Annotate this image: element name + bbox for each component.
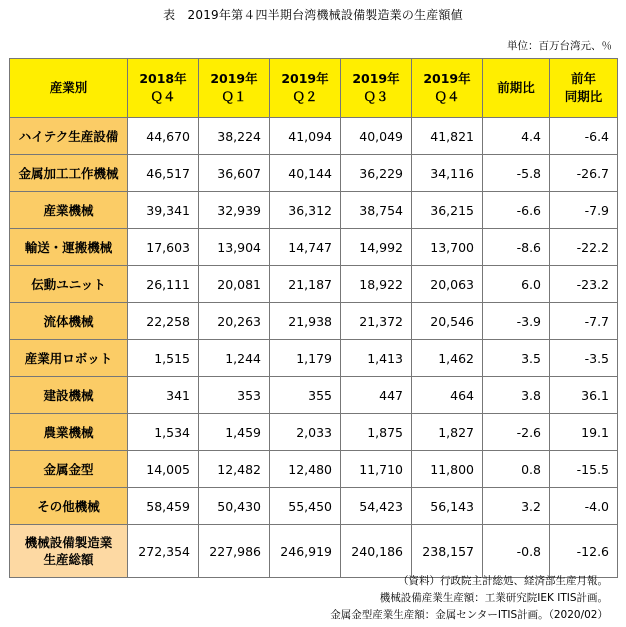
value-cell: -7.9 xyxy=(550,192,618,229)
value-cell: 14,747 xyxy=(270,229,341,266)
header-cell: 2018年 Ｑ４ xyxy=(128,59,199,118)
unit-note: 単位：百万台湾元、％ xyxy=(507,40,612,52)
value-cell: 34,116 xyxy=(412,155,483,192)
value-cell: 3.8 xyxy=(483,377,550,414)
value-cell: 1,179 xyxy=(270,340,341,377)
header-cell: 前期比 xyxy=(483,59,550,118)
value-cell: -3.9 xyxy=(483,303,550,340)
value-cell: 355 xyxy=(270,377,341,414)
note-line: （資料）行政院主計総処、経済部生産月報。 xyxy=(398,575,608,587)
value-cell: 14,992 xyxy=(341,229,412,266)
value-cell: 14,005 xyxy=(128,451,199,488)
value-cell: 41,094 xyxy=(270,118,341,155)
value-cell: -7.7 xyxy=(550,303,618,340)
value-cell: 46,517 xyxy=(128,155,199,192)
value-cell: 11,710 xyxy=(341,451,412,488)
header-cell: 2019年 Ｑ２ xyxy=(270,59,341,118)
value-cell: 227,986 xyxy=(199,525,270,578)
header-cell: 前年 同期比 xyxy=(550,59,618,118)
value-cell: 22,258 xyxy=(128,303,199,340)
value-cell: -8.6 xyxy=(483,229,550,266)
value-cell: 353 xyxy=(199,377,270,414)
value-cell: -15.5 xyxy=(550,451,618,488)
header-category: 産業別 xyxy=(10,59,128,118)
header-cell: 2019年 Ｑ１ xyxy=(199,59,270,118)
value-cell: 3.2 xyxy=(483,488,550,525)
table-row xyxy=(10,266,618,303)
value-cell: -6.6 xyxy=(483,192,550,229)
value-cell: 11,800 xyxy=(412,451,483,488)
value-cell: 0.8 xyxy=(483,451,550,488)
row-label: 農業機械 xyxy=(10,414,128,451)
value-cell: 240,186 xyxy=(341,525,412,578)
value-cell: 44,670 xyxy=(128,118,199,155)
value-cell: 6.0 xyxy=(483,266,550,303)
value-cell: 56,143 xyxy=(412,488,483,525)
table-row xyxy=(10,118,618,155)
value-cell: 272,354 xyxy=(128,525,199,578)
value-cell: -23.2 xyxy=(550,266,618,303)
table-row xyxy=(10,451,618,488)
value-cell: -0.8 xyxy=(483,525,550,578)
value-cell: -22.2 xyxy=(550,229,618,266)
value-cell: 341 xyxy=(128,377,199,414)
value-cell: 36,607 xyxy=(199,155,270,192)
value-cell: 36,215 xyxy=(412,192,483,229)
value-cell: 20,546 xyxy=(412,303,483,340)
header-row xyxy=(10,59,618,118)
value-cell: -5.8 xyxy=(483,155,550,192)
value-cell: 55,450 xyxy=(270,488,341,525)
value-cell: 21,372 xyxy=(341,303,412,340)
value-cell: 246,919 xyxy=(270,525,341,578)
value-cell: 20,081 xyxy=(199,266,270,303)
value-cell: 54,423 xyxy=(341,488,412,525)
source-notes xyxy=(330,573,608,624)
value-cell: 18,922 xyxy=(341,266,412,303)
value-cell: 1,515 xyxy=(128,340,199,377)
value-cell: 19.1 xyxy=(550,414,618,451)
row-label: 機械設備製造業 生産総額 xyxy=(10,525,128,578)
table-row xyxy=(10,303,618,340)
total-row xyxy=(10,525,618,578)
value-cell: 20,263 xyxy=(199,303,270,340)
table-row xyxy=(10,488,618,525)
value-cell: 1,534 xyxy=(128,414,199,451)
value-cell: 13,700 xyxy=(412,229,483,266)
row-label: 金属金型 xyxy=(10,451,128,488)
table-row xyxy=(10,340,618,377)
value-cell: 3.5 xyxy=(483,340,550,377)
page-title: 表 2019年第４四半期台湾機械設備製造業の生産額値 xyxy=(163,8,463,22)
value-cell: 1,459 xyxy=(199,414,270,451)
note-line: 機械設備産業生産額：工業研究院IEK ITIS計画。 xyxy=(379,592,608,604)
value-cell: 464 xyxy=(412,377,483,414)
value-cell: 12,480 xyxy=(270,451,341,488)
value-cell: 40,144 xyxy=(270,155,341,192)
value-cell: 20,063 xyxy=(412,266,483,303)
value-cell: 447 xyxy=(341,377,412,414)
value-cell: 50,430 xyxy=(199,488,270,525)
row-label: その他機械 xyxy=(10,488,128,525)
value-cell: -26.7 xyxy=(550,155,618,192)
table-row xyxy=(10,377,618,414)
row-label: 流体機械 xyxy=(10,303,128,340)
value-cell: 13,904 xyxy=(199,229,270,266)
row-label: ハイテク生産設備 xyxy=(10,118,128,155)
row-label: 建設機械 xyxy=(10,377,128,414)
value-cell: 1,244 xyxy=(199,340,270,377)
value-cell: 26,111 xyxy=(128,266,199,303)
row-label: 産業機械 xyxy=(10,192,128,229)
value-cell: 58,459 xyxy=(128,488,199,525)
table-row xyxy=(10,155,618,192)
value-cell: 1,462 xyxy=(412,340,483,377)
table-row xyxy=(10,414,618,451)
value-cell: 21,938 xyxy=(270,303,341,340)
value-cell: -3.5 xyxy=(550,340,618,377)
value-cell: 32,939 xyxy=(199,192,270,229)
table-row xyxy=(10,229,618,266)
value-cell: -12.6 xyxy=(550,525,618,578)
row-label: 輸送・運搬機械 xyxy=(10,229,128,266)
value-cell: 40,049 xyxy=(341,118,412,155)
value-cell: 38,754 xyxy=(341,192,412,229)
value-cell: 39,341 xyxy=(128,192,199,229)
table-row xyxy=(10,192,618,229)
row-label: 伝動ユニット xyxy=(10,266,128,303)
note-line: 金属金型産業生産額：金属センターITIS計画。（2020/02） xyxy=(330,609,608,621)
value-cell: -6.4 xyxy=(550,118,618,155)
value-cell: 12,482 xyxy=(199,451,270,488)
header-cell: 2019年 Ｑ４ xyxy=(412,59,483,118)
value-cell: 17,603 xyxy=(128,229,199,266)
header-cell: 2019年 Ｑ３ xyxy=(341,59,412,118)
value-cell: 238,157 xyxy=(412,525,483,578)
value-cell: -2.6 xyxy=(483,414,550,451)
value-cell: 2,033 xyxy=(270,414,341,451)
value-cell: 1,827 xyxy=(412,414,483,451)
value-cell: 1,875 xyxy=(341,414,412,451)
value-cell: 36,312 xyxy=(270,192,341,229)
value-cell: 21,187 xyxy=(270,266,341,303)
row-label: 産業用ロボット xyxy=(10,340,128,377)
value-cell: 36,229 xyxy=(341,155,412,192)
value-cell: 36.1 xyxy=(550,377,618,414)
value-cell: 4.4 xyxy=(483,118,550,155)
value-cell: -4.0 xyxy=(550,488,618,525)
row-label: 金属加工工作機械 xyxy=(10,155,128,192)
value-cell: 41,821 xyxy=(412,118,483,155)
value-cell: 1,413 xyxy=(341,340,412,377)
value-cell: 38,224 xyxy=(199,118,270,155)
production-table xyxy=(9,58,618,578)
